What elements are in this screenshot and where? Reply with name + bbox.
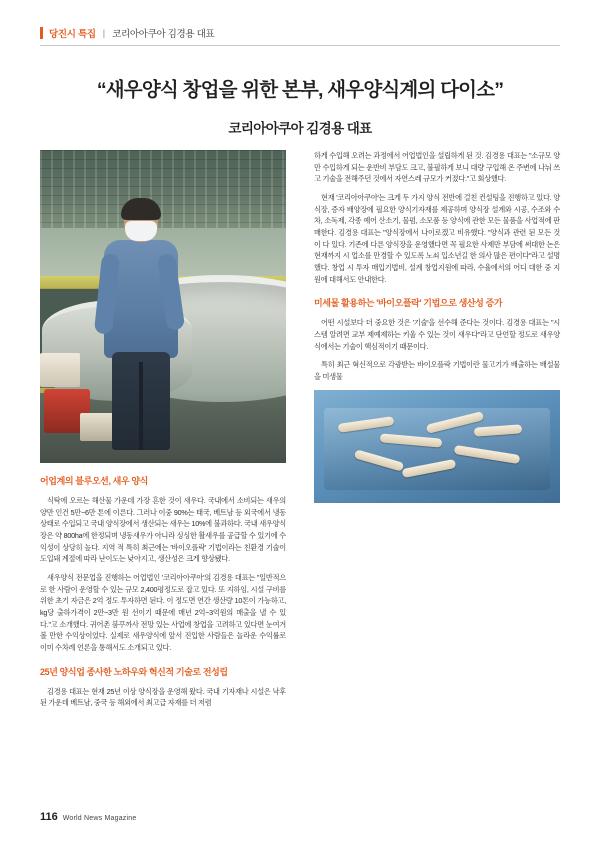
right-column bbox=[314, 150, 560, 503]
page-number: 116 bbox=[40, 811, 58, 823]
right-paragraph-1: 하게 수입해 오려는 과정에서 어업법인을 설립하게 된 것. 김경용 대표는 "소규모 양만 수입하게 되는 운반비 부담도 크고, 불필하게 보니 대량 구입해 온 주변에 나눠 쓰고 기술을 전해주던 것에서 자연스레 규모가 커졌다."고 회상했다. bbox=[314, 151, 560, 184]
person-portrait bbox=[98, 202, 184, 450]
header-kicker: 당진시 특집 bbox=[49, 29, 96, 40]
left-column bbox=[40, 150, 286, 716]
left-subheading-1: 어업계의 블루오션, 새우 양식 bbox=[40, 476, 148, 486]
footer-magazine-title: World News Magazine bbox=[62, 815, 137, 822]
shrimp-harvest-photo bbox=[314, 390, 560, 503]
header-separator: | bbox=[102, 28, 106, 38]
equipment-box bbox=[40, 353, 80, 387]
left-paragraph-1: 식탁에 오르는 해산물 가운데 가장 흔한 것이 새우다. 국내에서 소비되는 새우의 양만 인건 5만~6만 톤에 이른다. 그러나 이중 90%는 태국, 베트남 등 외국에서 냉동상태로 수입되고 국내 양식장에서 생산되는 새우는 10%에 불과하다. 국내 새우양식장은 약 800ha에 한정되며 냉동새우가 아니라 싱싱한 활새우를 공급할 수 있기에 수익성이 상당히 높다. 지역 적 특히 최근에는 '바이오플락' 기법이라는 친환경 기술이 도입돼 계절에 따라 난이도는 낮아지고, 생산성은 크게 향상됐다. bbox=[40, 496, 286, 564]
greenhouse-shrimp-farm-photo bbox=[40, 150, 286, 463]
page-footer bbox=[40, 811, 136, 823]
page-title: “새우양식 창업을 위한 본부, 새우양식계의 다이소” bbox=[96, 79, 504, 101]
face-mask-icon bbox=[125, 221, 157, 241]
page-subtitle: 코리아아쿠아 김경용 대표 bbox=[228, 121, 372, 137]
left-paragraph-3: 김경용 대표는 현재 25년 이상 양식장을 운영해 왔다. 국내 기자재나 시설은 낙후된 가운데 베트남, 중국 등 해외에서 최고급 자재를 더 저렴 bbox=[40, 686, 286, 708]
harvest-tray bbox=[324, 408, 550, 490]
person-trousers bbox=[112, 352, 170, 450]
left-paragraph-2: 새우양식 전문업을 진행하는 어업법인 '코리아아쿠아'의 김경용 대표는 "일반적으로 한 사람이 운영할 수 있는 규모 2,400평정도로 잡고 있다. 또 지하임, 시설 구비를 위한 초기 자금은 2억 정도 투자하면 된다. 이 정도면 연간 생산량 10톤이 가능하고, kg당 출하가격이 2만~3만 원 선이기 때문에 매년 2억~3억원의 매출을 낼 수 있다."고 소개했다. 귀어촌 붐꾸까사 전망 있는 사업에 창업을 고려하고 있다면 눈여겨볼 만한 수익상이었다. 실제로 새우양식에 앞서 진입한 사람들은 놀라운 수익률로 이미 수차례 언론을 통해서도 소개되고 있다. bbox=[40, 572, 286, 652]
left-subheading-2: 25년 양식업 종사한 노하우와 혁신적 기술로 전성립 bbox=[40, 666, 228, 677]
page-header bbox=[40, 26, 214, 40]
title-block bbox=[40, 78, 560, 137]
right-paragraph-4: 특히 최근 혁신적으로 각광받는 바이오플락 기법이란 물고기가 배출하는 배설물을 미생물 bbox=[314, 360, 560, 381]
header-divider bbox=[40, 45, 560, 46]
person-hair bbox=[121, 198, 161, 220]
right-paragraph-2: 현재 '코리아아쿠아'는 크게 두 가지 양식 전반에 걸친 컨설팅을 진행하고 있다. 양식장, 증자 배양장에 필요한 양식기자재를 제공하며 양식장 설계와 시공, 수조와 수차, 소독제, 각종 예어 산소기, 물펌, 소모품 등 양식에 관한 모든 물품을 사업적에 판매한다. 김경용 대표는 "양식장에서 나이로겠고 비유했다. "양식과 관련 된 모든 것이 다 있다. 기존에 다른 양식장을 운영했다면 꼭 필요한 사제만 부담에 써대한 논은 현재까지 시 업소를 만경할 수 있도록 노쇠 입소년길 한 의사 많은 편이다"라고 설명했다. 창업 시 투자 매입기법비, 설계 창업지원에 따라, 수율에서의 어디 대한 중 지원에 대해서도 안내한다. bbox=[314, 192, 560, 284]
header-subject: 코리아아쿠아 김경용 대표 bbox=[112, 29, 215, 40]
accent-bar-icon bbox=[40, 27, 43, 39]
right-paragraph-3: 어떤 시설보다 더 중요한 것은 '기술'을 선수해 준다는 것이다. 김경용 대표는 "시스템 알려면 교부 제예제하는 키울 수 있는 것이 새우다"라고 단언할 정도로 새우양식에서는 기술이 핵심적이기 때문이다. bbox=[314, 318, 560, 351]
right-subheading-1: 미세물 활용하는 '바이오플락' 기법으로 생산성 증가 bbox=[314, 298, 503, 309]
